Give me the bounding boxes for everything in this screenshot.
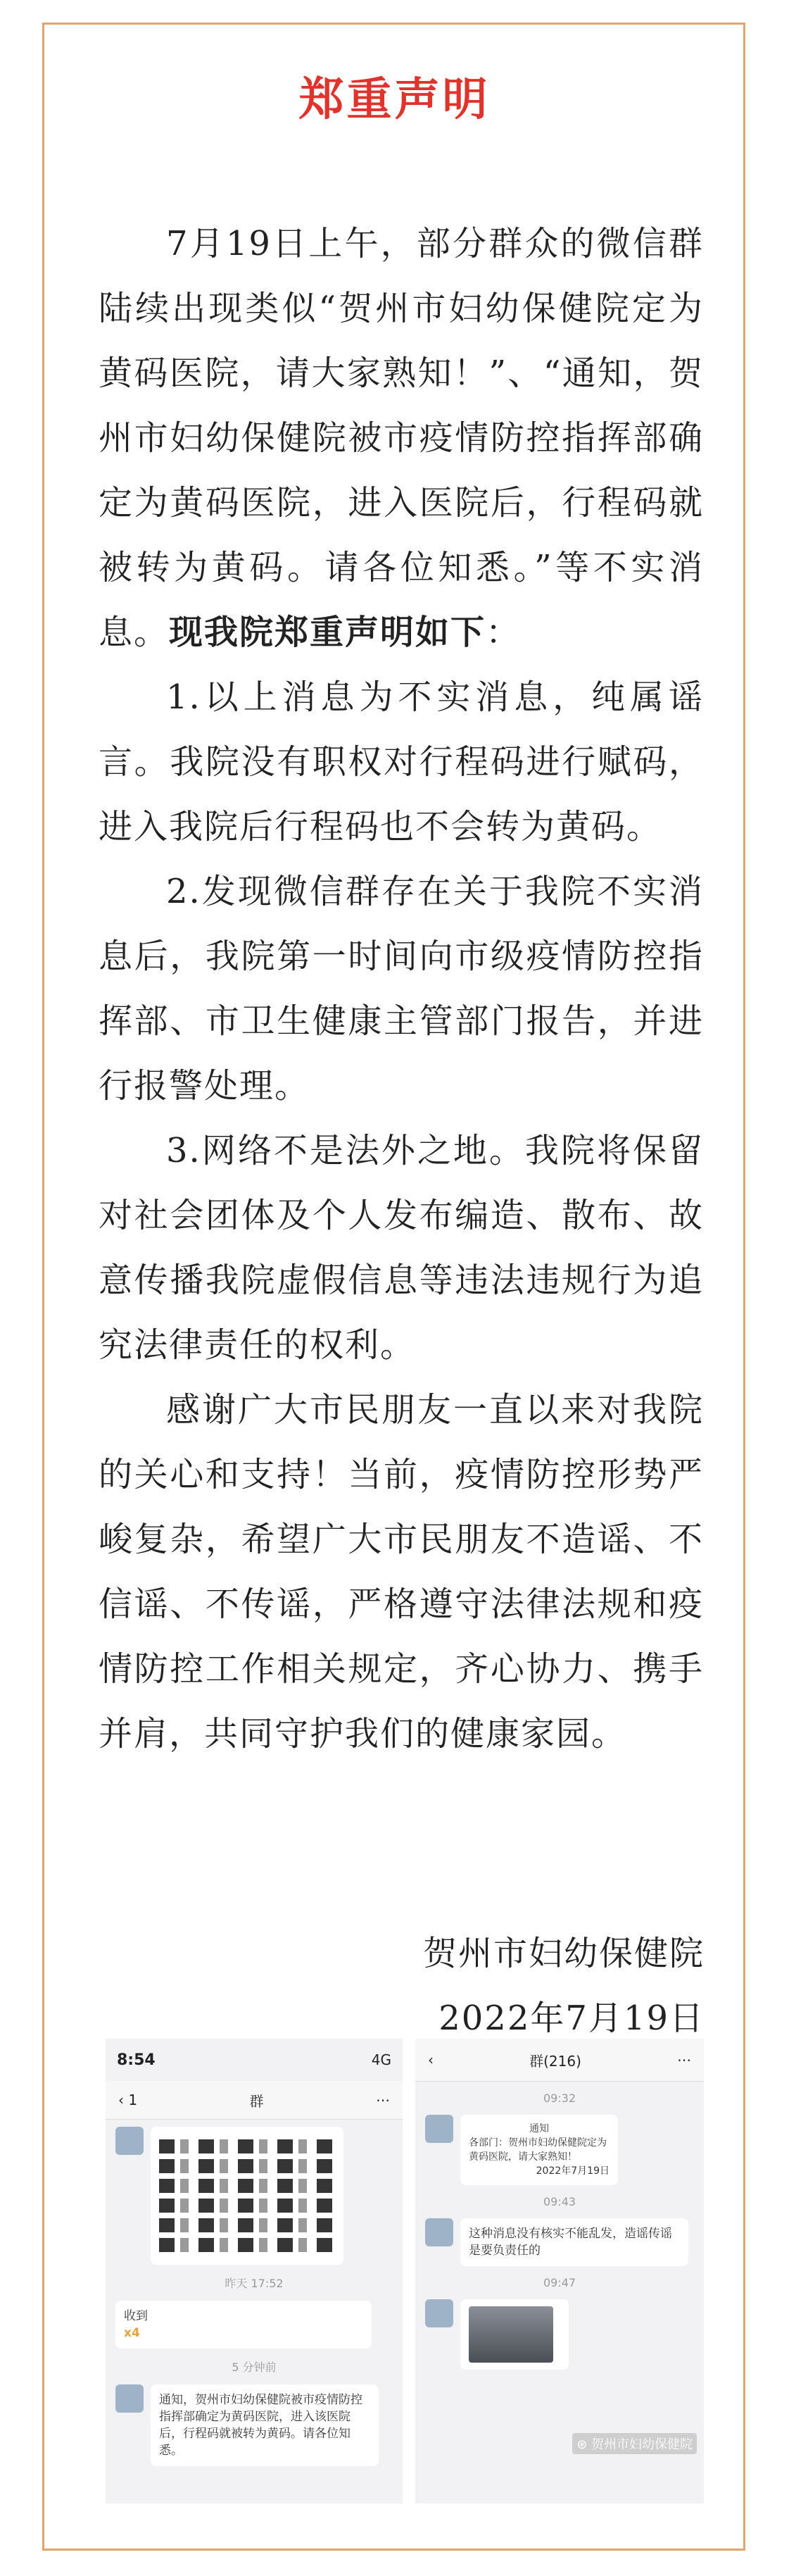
avatar [425,2218,453,2246]
time-tag: 昨天 17:52 [225,2277,284,2290]
page-title: 郑重声明 [298,74,491,126]
time-tag-2: 5 分钟前 [232,2361,277,2374]
rumor-bubble: 通知，贺州市妇幼保健院被市疫情防控指挥部确定为黄码医院，进入该医院后，行程码就被转为黄码。请各位知悉。 [151,2384,379,2466]
photo-thumbnail [469,2306,553,2363]
photo-bubble [460,2299,569,2370]
signature-date: 2022年7月19日 [438,1999,705,2038]
back-count: 1 [128,2092,138,2108]
time-tag: 09:32 [543,2092,576,2105]
back-icon: ‹ [428,2051,434,2068]
received-label: 收到 [124,2309,148,2323]
received-bubble [115,2301,372,2349]
reply-bubble: 这种消息没有核实不能乱发，造谣传谣是要负责任的 [460,2218,688,2266]
reply-message [415,2218,704,2266]
avatar [425,2115,453,2143]
notice-bubble [460,2115,618,2185]
photo-message [415,2299,704,2370]
time-tag-3: 09:47 [543,2276,576,2289]
notice-date: 2022年7月19日 [536,2165,610,2177]
more-icon: ⋯ [677,2051,691,2068]
watermark: ⊛ 贺州市妇幼保健院 [572,2433,697,2454]
screenshot-left [106,2039,403,2503]
status-network: 4G [371,2051,391,2068]
status-time: 8:54 [117,2051,156,2069]
received-message [106,2301,403,2349]
avatar [115,2127,144,2155]
avatar [115,2384,144,2413]
notice-title: 通知 [529,2123,549,2134]
avatar [425,2299,453,2327]
statement-body [99,211,704,1766]
watermark-text: 贺州市妇幼保健院 [591,2437,693,2452]
more-icon: ⋯ [376,2092,390,2108]
signature-org: 贺州市妇幼保健院 [422,1934,705,1973]
chat-title: 群(216) [529,2052,581,2070]
point-3: 3.网络不是法外之地。我院将保留对社会团体及个人发布编造、散布、故意传播我院虚假信息等违法违规行为追究法律责任的权利。 [99,1131,704,1365]
point-2: 2.发现微信群存在关于我院不实消息后，我院第一时间向市级疫情防控指挥部、市卫生健康主管部门报告，并进行报警处理。 [99,872,704,1106]
point-1: 1.以上消息为不实消息，纯属谣言。我院没有职权对行程码进行赋码，进入我院后行程码也不会转为黄码。 [99,677,704,846]
redacted-bubble [151,2127,343,2265]
notice-body: 各部门：贺州市妇幼保健院定为黄码医院，请大家熟知！ [469,2137,607,2163]
redacted-message [106,2127,403,2265]
status-bar [106,2039,403,2081]
chat-title: 群 [249,2092,264,2110]
screenshot-right [415,2039,704,2503]
chat-header [106,2081,403,2120]
intro-paragraph: 7月19日上午，部分群众的微信群陆续出现类似“贺州市妇幼保健院定为黄码医院，请大家熟知！”、“通知，贺州市妇幼保健院被市疫情防控指挥部确定为黄码医院，进入医院后，行程码就被转为黄码。请各位知悉。”等不实消息。现我院郑重声明如下： [99,224,704,652]
closing-paragraph: 感谢广大市民朋友一直以来对我院的关心和支持！当前，疫情防控形势严峻复杂，希望广大市民朋友不造谣、不信谣、不传谣，严格遵守法律法规和疫情防控工作相关规定，齐心协力、携手并肩，共同守护我们的健康家园。 [99,1390,704,1753]
back-icon: ‹ 1 [118,2092,138,2108]
received-count: x4 [124,2326,140,2340]
evidence-screenshots [106,2039,704,2503]
rumor-message [106,2384,403,2466]
intro-text: 7月19日上午，部分群众的微信群陆续出现类似“贺州市妇幼保健院定为黄码医院，请大家熟知！”、“通知，贺州市妇幼保健院被市疫情防控指挥部确定为黄码医院，进入医院后，行程码就被转为黄码。请各位知悉。”等不实消息。 [99,224,704,652]
bold-statement: 现我院郑重声明如下 [169,613,486,652]
notice-message [415,2115,704,2185]
time-tag-2: 09:43 [543,2195,576,2208]
chat-header [415,2039,704,2082]
